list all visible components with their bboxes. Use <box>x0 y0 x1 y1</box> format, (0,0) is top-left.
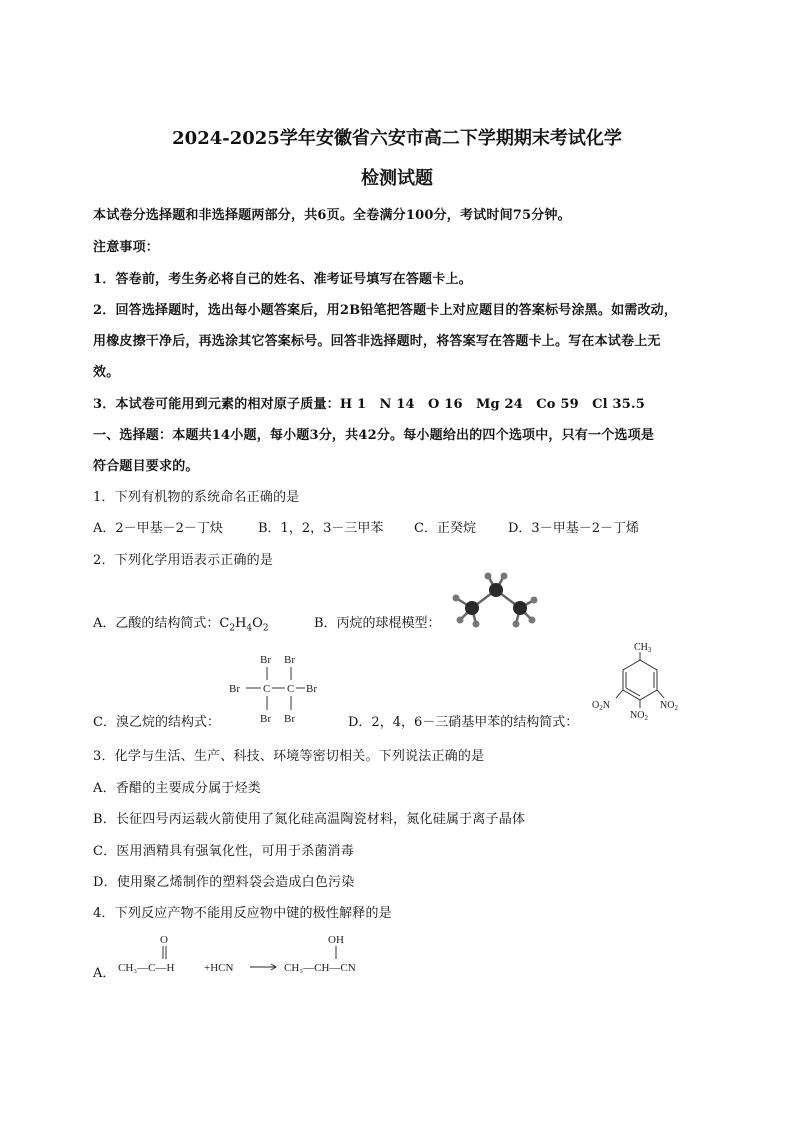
page-subtitle: 检测试题 <box>361 168 433 189</box>
carbon-2: C <box>287 683 295 695</box>
question-2-option-a <box>93 612 269 634</box>
br-top-right: Br <box>284 654 295 666</box>
question-2-stem: 2．下列化学用语表示正确的是 <box>93 553 274 568</box>
propane-ball-stick-model <box>446 570 542 630</box>
question-3-option-b: B．长征四号丙运载火箭使用了氮化硅高温陶瓷材料，氮化硅属于离子晶体 <box>93 812 526 827</box>
acetaldehyde: CH₃—C—H <box>118 962 175 974</box>
question-3-option-a: A．香醋的主要成分属于烃类 <box>93 781 261 796</box>
hydroxyl: OH <box>328 934 344 946</box>
notice-item-2-line-1: 2．回答选择题时，选出每小题答案后，用2B铅笔把答题卡上对应题目的答案标号涂黑。如需改动， <box>93 303 678 318</box>
question-1-option-a: A．2－甲基－2－丁炔 <box>93 521 223 536</box>
br-bottom-right: Br <box>284 713 295 725</box>
notice-item-2-line-3: 效。 <box>93 365 120 380</box>
br-bottom-left: Br <box>260 713 271 725</box>
cyanohydrin: CH₃—CH—CN <box>284 962 356 974</box>
question-1-option-c: C．正癸烷 <box>414 521 476 536</box>
intro-text: 本试卷分选择题和非选择题两部分，共6页。全卷满分100分，考试时间75分钟。 <box>93 208 571 223</box>
question-3-option-c: C．医用酒精具有强氧化性，可用于杀菌消毒 <box>93 844 354 859</box>
question-4-option-a: A． <box>93 966 116 981</box>
carbonyl-oxygen: O <box>160 934 168 946</box>
page-title: 2024-2025学年安徽省六安市高二下学期期末考试化学 <box>172 128 622 149</box>
section-heading-line-2: 符合题目要求的。 <box>93 459 199 474</box>
br-top-left: Br <box>260 654 271 666</box>
notice-item-1: 1．答卷前，考生务必将自己的姓名、准考证号填写在答题卡上。 <box>93 272 472 287</box>
notice-heading: 注意事项： <box>93 240 160 255</box>
question-4-stem: 4．下列反应产物不能用反应物中键的极性解释的是 <box>93 906 392 921</box>
br-right: Br <box>306 683 317 695</box>
carbon-1: C <box>263 683 271 695</box>
question-2-option-b: B．丙烷的球棍模型： <box>314 616 441 631</box>
notice-item-3: 3．本试卷可能用到元素的相对原子质量：H 1 N 14 O 16 Mg 24 Co 59 Cl 35.5 <box>93 397 645 412</box>
question-3-option-d: D．使用聚乙烯制作的塑料袋会造成白色污染 <box>93 875 355 890</box>
question-2-option-d: D．2，4，6－三硝基甲苯的结构简式： <box>348 715 579 730</box>
question-3-stem: 3．化学与生活、生产、科技、环境等密切相关。下列说法正确的是 <box>93 749 485 764</box>
notice-item-2-line-2: 用橡皮擦干净后，再选涂其它答案标号。回答非选择题时，将答案写在答题卡上。写在本试卷上无 <box>93 334 661 349</box>
methyl-label: $CH_3$ <box>634 642 652 654</box>
section-heading-line-1: 一、选择题：本题共14小题，每小题3分，共42分。每小题给出的四个选项中，只有一个选项是 <box>93 428 655 443</box>
bromoethane-structure <box>226 652 326 726</box>
br-left: Br <box>229 683 240 695</box>
question-1-option-d: D．3－甲基－2－丁烯 <box>508 521 639 536</box>
question-2-option-a-label: A．乙酸的结构简式： <box>93 616 220 631</box>
question-2-option-c: C．溴乙烷的结构式： <box>93 715 220 730</box>
hcn: +HCN <box>204 962 234 974</box>
acetic-acid-formula: $C_2H_4O_2$ <box>219 616 269 634</box>
question-1-option-b: B．1，2，3－三甲苯 <box>258 521 384 536</box>
question-1-stem: 1．下列有机物的系统命名正确的是 <box>93 490 300 505</box>
tnt-structure <box>590 638 690 724</box>
nitro-bottom-label: $NO_2$ <box>630 710 648 722</box>
cyanohydrin-reaction-equation <box>116 930 396 978</box>
nitro-right-label: $NO_2$ <box>660 700 678 712</box>
nitro-left-label: $O_2N$ <box>592 700 610 712</box>
